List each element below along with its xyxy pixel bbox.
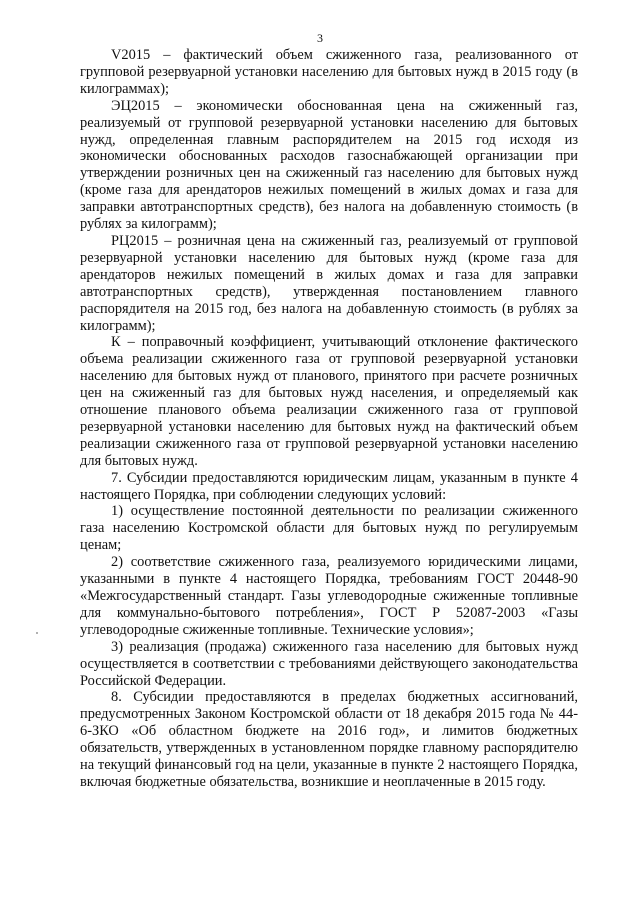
- paragraph-ec2015-definition: ЭЦ2015 – экономически обоснованная цена на сжиженный газ, реализуемый от групповой резервуарной установки населению для бытовых нужд, определенная главным распорядителем на 2015 год исходя из экономически обоснованных расходов газоснабжающей организации при утверждении розничных цен на сжиженный газ населению для бытовых нужд (кроме газа для арендаторов нежилых помещений в жилых домах и газа для заправки автотранспортных средств), без налога на добавленную стоимость (в рублях за килограмм);: [80, 97, 578, 233]
- document-body: [80, 47, 578, 791]
- paragraph-condition-3: 3) реализация (продажа) сжиженного газа населению для бытовых нужд осуществляется в соответствии с требованиями действующего законодательства Российской Федерации.: [80, 638, 578, 689]
- paragraph-condition-1: 1) осуществление постоянной деятельности по реализации сжиженного газа населению Костромской области для бытовых нужд по регулируемым ценам;: [80, 503, 578, 554]
- paragraph-v2015-definition: V2015 – фактический объем сжиженного газа, реализованного от групповой резервуарной установки населению для бытовых нужд в 2015 году (в килограммах);: [80, 47, 578, 97]
- paragraph-clause-7: 7. Субсидии предоставляются юридическим лицам, указанным в пункте 4 настоящего Порядка, при соблюдении следующих условий:: [80, 469, 578, 503]
- paragraph-condition-2: 2) соответствие сжиженного газа, реализуемого юридическими лицами, указанными в пункте 4 настоящего Порядка, требованиям ГОСТ 20448-90 «Межгосударственный стандарт. Газы углеводородные сжиженные топливные для коммунально-бытового потребления», ГОСТ Р 52087-2003 «Газы углеводородные сжиженные топливные. Технические условия»;: [80, 554, 578, 638]
- page-number: 3: [317, 31, 323, 45]
- paragraph-clause-8: 8. Субсидии предоставляются в пределах бюджетных ассигнований, предусмотренных Законом Костромской области от 18 декабря 2015 года № 44-6-ЗКО «Об областном бюджете на 2016 год», и лимитов бюджетных обязательств, утвержденных в установленном порядке главному распорядителю на текущий финансовый год на цели, указанные в пункте 2 настоящего Порядка, включая бюджетные обязательства, возникшие и неоплаченные в 2015 году.: [80, 689, 578, 790]
- paragraph-rc2015-definition: РЦ2015 – розничная цена на сжиженный газ, реализуемый от групповой резервуарной установки населению для бытовых нужд (кроме газа для арендаторов нежилых помещений в жилых домах и газа для заправки автотранспортных средств), утвержденная постановлением главного распорядителя на 2015 год, без налога на добавленную стоимость (в рублях за килограмм);: [80, 232, 578, 334]
- paragraph-k-definition: К – поправочный коэффициент, учитывающий отклонение фактического объема реализации сжиженного газа от групповой резервуарной установки населению для бытовых нужд от планового, принятого при расчете розничных цен на сжиженный газ для бытовых нужд населения, и определяемый как отношение планового объема реализации сжиженного газа от групповой резервуарной установки населению для бытовых нужд на фактический объем реализации сжиженного газа от групповой резервуарной установки населению для бытовых нужд.: [80, 334, 578, 469]
- scan-speck: [36, 632, 38, 634]
